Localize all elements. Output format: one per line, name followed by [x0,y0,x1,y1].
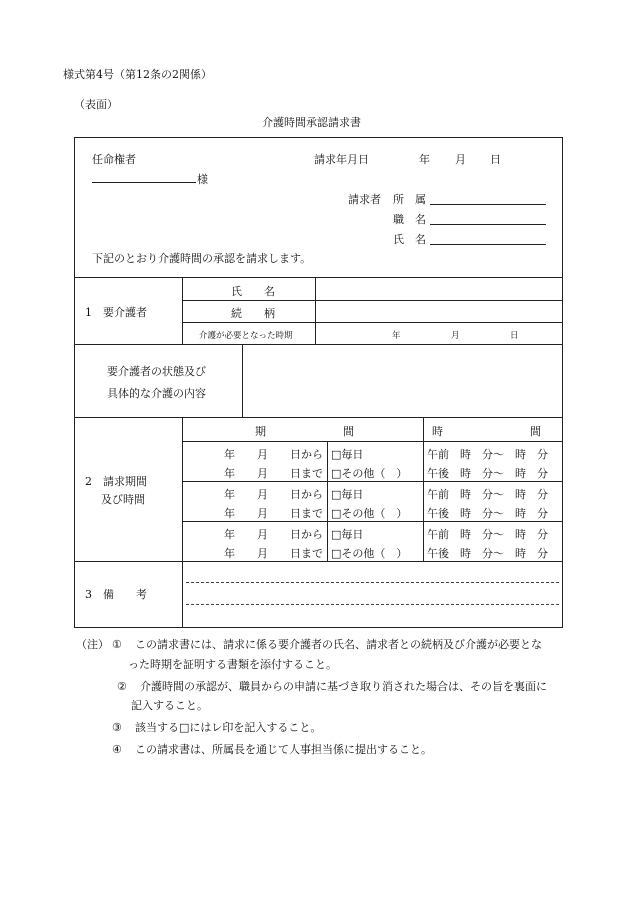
remarks-line-2[interactable] [186,604,559,605]
dept-label: 所 属 [393,193,426,206]
time-header-1: 時 [432,425,443,438]
sama-label: 様 [197,173,208,186]
section1-label: 1 要介護者 [85,306,147,319]
note1-line1: この請求書には、請求に係る要介護者の氏名、請求者との続柄及び介護が必要とな [135,638,542,651]
section2-label-line1: 2 請求期間 [85,475,147,488]
appointer-underline [92,182,196,183]
period-time-1: 午前 時 分～ 時 分 [427,448,548,461]
request-year: 年 [419,153,430,166]
period-check-2[interactable]: □その他（ ） [331,467,408,480]
note1-mark: ① [112,638,122,651]
period-date-4: 年 月 日まで [224,507,323,520]
period-time-4: 午後 時 分～ 時 分 [427,507,548,520]
period-date-5: 年 月 日から [224,528,323,541]
section3-label: 3 備 考 [85,588,147,601]
period-date-6: 年 月 日まで [224,547,323,560]
note2-line2: 記入すること。 [131,699,208,712]
period-date-2: 年 月 日まで [224,467,323,480]
name-label: 氏 名 [393,233,426,246]
relation-label: 続 柄 [231,307,275,320]
request-day: 日 [490,153,501,166]
name-field[interactable] [430,244,546,245]
period-time-2: 午後 時 分～ 時 分 [427,467,548,480]
notes-prefix: （注） [76,638,109,651]
note4-line1: この請求書は、所属長を通じて人事担当係に提出すること。 [135,743,432,756]
post-field[interactable] [430,224,546,225]
need-day: 日 [510,331,519,341]
page-side-label: （表面） [74,98,118,111]
period-check-6[interactable]: □その他（ ） [331,547,408,560]
need-year: 年 [392,331,401,341]
care-details-field[interactable] [244,346,561,416]
period-time-6: 午後 時 分～ 時 分 [427,547,548,560]
period-date-1: 年 月 日から [224,448,323,461]
note2-line1: 介護時間の承認が、職員からの申請に基づき取り消された場合は、その旨を裏面に [140,680,547,693]
period-check-1[interactable]: □毎日 [331,448,364,461]
form-number: 様式第4号（第12条の2関係） [63,68,212,81]
need-date-label: 介護が必要となった時期 [199,331,293,341]
remarks-line-1[interactable] [186,582,559,583]
appointer-label: 任命権者 [92,153,136,166]
relation-field[interactable] [316,301,562,322]
note3-mark: ③ [112,721,122,734]
period-header-2: 間 [343,425,354,438]
document-title: 介護時間承認請求書 [262,116,361,129]
period-check-5[interactable]: □毎日 [331,528,364,541]
note2-mark: ② [117,680,127,693]
period-header-1: 期 [255,425,266,438]
period-date-3: 年 月 日から [224,488,323,501]
need-month: 月 [451,331,460,341]
note4-mark: ④ [112,743,122,756]
care-recipient-name-field[interactable] [316,278,562,300]
state-label-line2: 具体的な介護の内容 [107,387,206,400]
time-header-2: 間 [530,425,541,438]
period-check-3[interactable]: □毎日 [331,488,364,501]
request-date-label: 請求年月日 [314,153,369,166]
care-recipient-name-label: 氏 名 [231,285,275,298]
request-month: 月 [455,153,466,166]
note1-line2: った時期を証明する書類を添付すること。 [128,658,337,671]
period-time-3: 午前 時 分～ 時 分 [427,488,548,501]
period-check-4[interactable]: □その他（ ） [331,507,408,520]
state-label-line1: 要介護者の状態及び [107,365,206,378]
post-label: 職 名 [393,213,426,226]
period-time-5: 午前 時 分～ 時 分 [427,528,548,541]
note3-line1: 該当する□にはレ印を記入すること。 [135,721,322,734]
request-statement: 下記のとおり介護時間の承認を請求します。 [92,252,312,265]
requester-label: 請求者 [348,193,381,206]
dept-field[interactable] [430,204,546,205]
section2-label-line2: 及び時間 [101,493,145,506]
